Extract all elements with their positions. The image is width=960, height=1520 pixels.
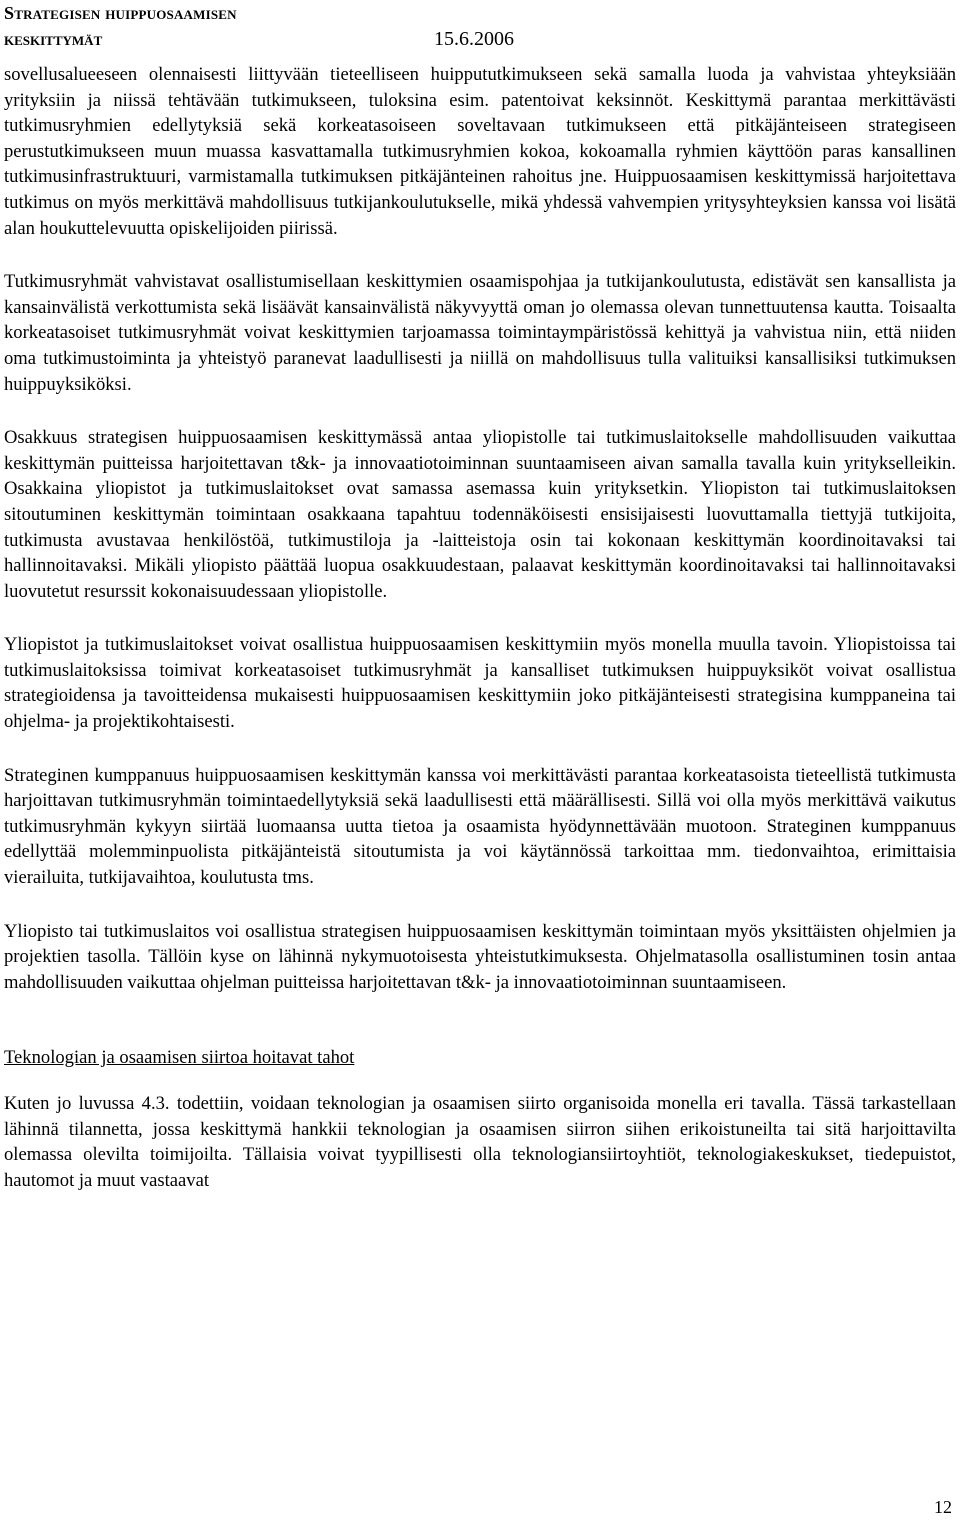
paragraph-5: Strateginen kumppanuus huippuosaamisen keskittymän kanssa voi merkittävästi parantaa korkeatasoista tieteellistä tutkimusta harjoittavan tutkimusryhmän toimintaedellytyksiä sekä laadullisesti että määrällisesti. Sillä voi olla myös merkittävä vaikutus tutkimusryhmän kykyyn siirtää luomaansa uutta tietoa ja osaamista hyödynnettävään muotoon. Strateginen kumppanuus edellyttää molemminpuolista pitkäjänteistä sitoutumista ja voi käytännössä tarkoittaa mm. tiedonvaihtoa, erimittaisia vierailuita, tutkijavaihtoa, koulutusta tms. — [4, 764, 956, 889]
header-title-line-2: keskittymät — [4, 29, 103, 49]
page-number: 12 — [934, 1497, 952, 1517]
paragraph-2: Tutkimusryhmät vahvistavat osallistumisellaan keskittymien osaamispohjaa ja tutkijankoulutusta, edistävät sen kansallista ja kansainvälistä verkottumista sekä lisäävät kansainvälistä näkyvyyttä oman jo olemassa olevan tunnettuutensa kautta. Toisaalta korkeatasoiset tutkimusryhmät voivat keskittymien tarjoamassa toimintaympäristössä kehittyä ja vahvistua niin, että niiden oma tutkimustoiminta ja yhteistyö paranevat laadullisesti ja niillä on mahdollisuus tulla valituiksi kansallisiksi tutkimuksen huippuyksiköksi. — [4, 271, 956, 395]
paragraph-3: Osakkuus strategisen huippuosaamisen keskittymässä antaa yliopistolle tai tutkimuslaitokselle mahdollisuuden vaikuttaa keskittymän puitteissa harjoitettavan t&k- ja innovaatiotoiminnan suuntaamiseen aivan samalla tavalla kuin yritykselleikin. Osakkaina yliopistot ja tutkimuslaitokset ovat samassa asemassa kuin yrityksetkin. Yliopiston tai tutkimuslaitoksen sitoutuminen keskittymän toimintaan osakkaana tapahtuu todennäköisesti ensisijaisesti luovuttamalla tiettyjä tutkijoita, tutkimusta avustavaa henkilöstöä, tutkimustiloja ja -laitteistoja osin tai kokonaan keskittymän koordinoitavaksi tai hallinnoitavaksi. Mikäli yliopisto päättää luopua osakkuudestaan, palaavat keskittymän koordinoitavaksi tai hallinnoitavaksi luovutetut resurssit kokonaisuudessaan yliopistolle. — [4, 427, 956, 602]
paragraph-1: sovellusalueeseen olennaisesti liittyvään tieteelliseen huippututkimukseen sekä samalla luoda ja vahvistaa yhteyksiään yrityksiin ja niissä tehtävään tutkimukseen, tuloksina esim. patentoivat keksinnöt. Keskittymä parantaa merkittävästi tutkimusryhmien edellytyksiä sekä korkeatasoiseen soveltavaan tutkimukseen että pitkäjänteiseen strategiseen perustutkimukseen muun muassa kasvattamalla tutkimusryhmien kokoa, kokoamalla ryhmien käyttöön paras kansallinen tutkimusinfrastruktuuri, varmistamalla tutkimuksen pitkäjänteinen rahoitus jne. Huippuosaamisen keskittymissä harjoitettava tutkimus on myös merkittävä mahdollisuus tutkijankoulutukselle, mikä yhdessä vahvempien yritysyhteyksien kanssa voi lisätä alan houkuttelevuutta opiskelijoiden piirissä. — [4, 64, 956, 239]
header-date: 15.6.2006 — [434, 28, 514, 50]
header-line-2 — [4, 26, 514, 52]
page-header — [4, 0, 514, 52]
header-title-line-1: Strategisen huippuosaamisen — [4, 3, 237, 23]
section-heading: Teknologian ja osaamisen siirtoa hoitavat tahot — [4, 1047, 355, 1069]
paragraph-4: Yliopistot ja tutkimuslaitokset voivat osallistua huippuosaamisen keskittymiin myös monella muulla tavoin. Yliopistoissa tai tutkimuslaitoksissa toimivat korkeatasoiset tutkimusryhmät ja kansalliset tutkimuksen huippuyksiköt voivat osallistua strategioidensa ja tavoitteidensa mukaisesti huippuosaamisen keskittymiin joko pitkäjänteisesti strategisina kumppaneina tai ohjelma- ja projektikohtaisesti. — [4, 634, 956, 733]
paragraph-6: Yliopisto tai tutkimuslaitos voi osallistua strategisen huippuosaamisen keskittymän toimintaan myös yksittäisten ohjelmien ja projektien tasolla. Tällöin kyse on lähinnä nykymuotoisesta yhteistutkimuksesta. Ohjelmatasolla osallistuminen tosin antaa mahdollisuuden vaikuttaa ohjelman puitteissa harjoitettavan t&k- ja innovaatiotoiminnan suuntaamiseen. — [4, 920, 956, 993]
paragraph-final: Kuten jo luvussa 4.3. todettiin, voidaan teknologian ja osaamisen siirto organisoida monella eri tavalla. Tässä tarkastellaan lähinnä tilannetta, jossa keskittymä hankkii teknologian ja osaamisen siirron siihen erikoistuneilta tai sitä harjoittavilta olemassa olevilta toimijoilta. Tällaisia voivat tyypillisesti olla teknologiansiirtoyhtiöt, teknologiakeskukset, tiedepuistot, hautomot ja muut vastaavat — [4, 1093, 956, 1191]
header-line-1 — [4, 0, 514, 26]
body-text — [4, 62, 956, 1221]
